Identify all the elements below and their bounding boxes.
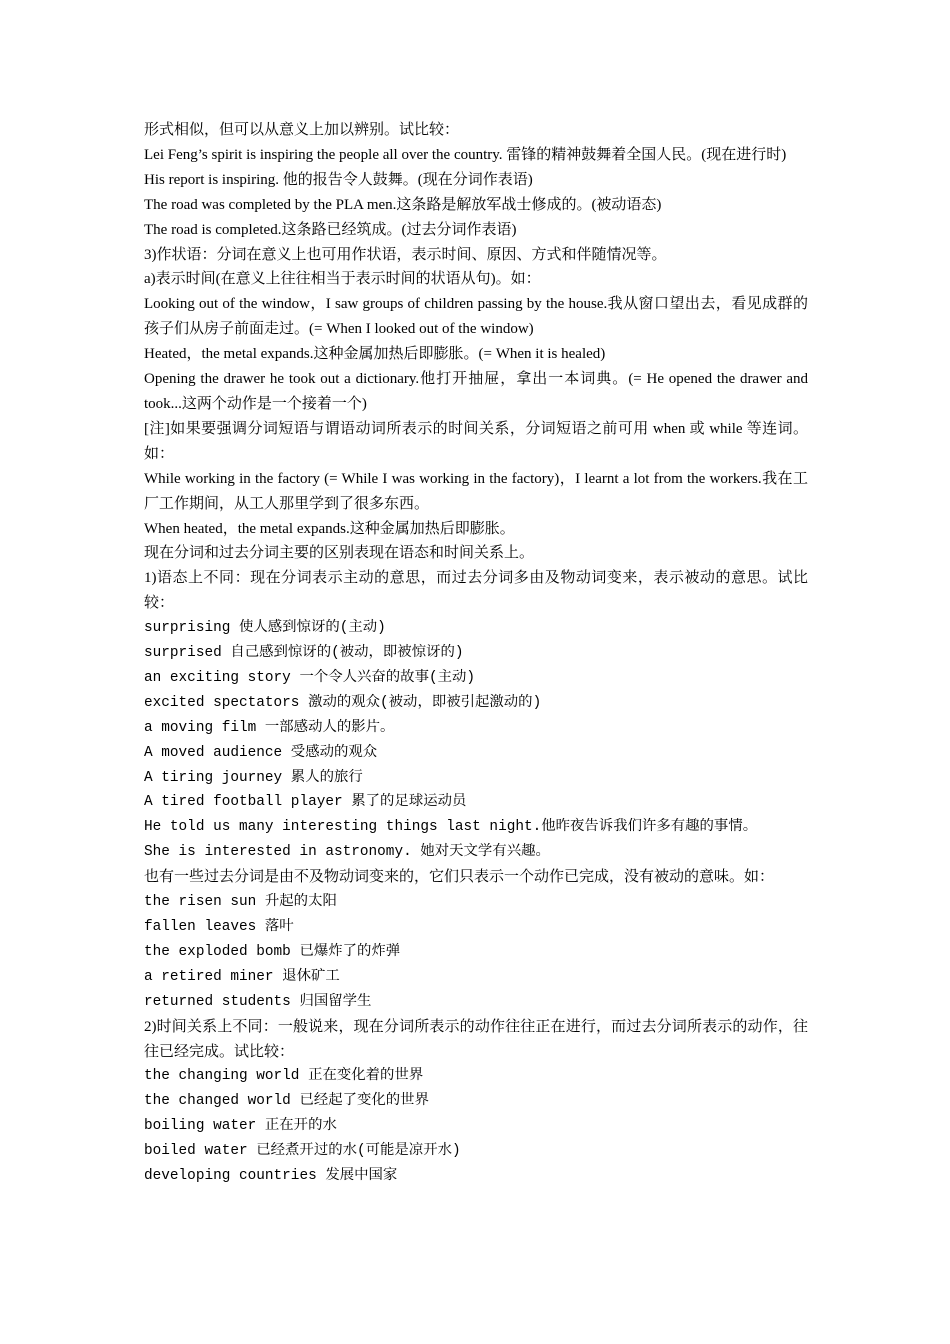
paragraph-line: When heated，the metal expands.这种金属加热后即膨胀。 xyxy=(144,520,515,537)
example-line: surprised 自己感到惊讶的(被动，即被惊讶的) xyxy=(144,645,464,662)
example-line: the risen sun 升起的太阳 xyxy=(144,894,337,911)
paragraph-line: The road was completed by the PLA men.这条路是解放军战士修成的。(被动语态) xyxy=(144,196,662,213)
paragraph-line: 现在分词和过去分词主要的区别表现在语态和时间关系上。 xyxy=(144,545,535,562)
example-line: the changing world 正在变化着的世界 xyxy=(144,1068,424,1085)
paragraph-line: The road is completed.这条路已经筑成。(过去分词作表语) xyxy=(144,221,517,238)
paragraph-line: Looking out of the window，I saw groups of children passing by the house.我从窗口望出去，看见成群的孩子们从房子前面走过。(= When I looked out of the window) xyxy=(144,296,808,338)
example-line: She is interested in astronomy. 她对天文学有兴趣。 xyxy=(144,844,550,861)
paragraph-line: Lei Feng’s spirit is inspiring the people all over the country. 雷锋的精神鼓舞着全国人民。(现在进行时) xyxy=(144,146,787,163)
example-line: fallen leaves 落叶 xyxy=(144,919,294,935)
paragraph-line: [注]如果要强调分词短语与谓语动词所表示的时间关系，分词短语之前可用 when 或 while 等连词。如： xyxy=(144,420,808,462)
example-line: excited spectators 激动的观众(被动，即被引起激动的) xyxy=(144,694,542,711)
paragraph-line: Opening the drawer he took out a dictionary.他打开抽屉，拿出一本词典。(= He opened the drawer and took...这两个动作是一个接着一个) xyxy=(144,371,808,412)
paragraph-line: 2)时间关系上不同：一般说来，现在分词所表示的动作往往正在进行，而过去分词所表示的动作，往往已经完成。试比较： xyxy=(144,1018,808,1060)
paragraph-line: His report is inspiring. 他的报告令人鼓舞。(现在分词作表语) xyxy=(144,171,533,188)
example-line: developing countries 发展中国家 xyxy=(144,1168,398,1185)
example-line: surprising 使人感到惊讶的(主动) xyxy=(144,620,386,637)
paragraph-line: While working in the factory (= While I was working in the factory)，I learnt a lot from the workers.我在工厂工作期间，从工人那里学到了很多东西。 xyxy=(144,470,808,512)
paragraph-line: a)表示时间(在意义上往往相当于表示时间的状语从句)。如： xyxy=(144,271,541,288)
example-line: A tired football player 累了的足球运动员 xyxy=(144,794,467,811)
paragraph-line: 1)语态上不同：现在分词表示主动的意思，而过去分词多由及物动词变来，表示被动的意思。试比较： xyxy=(144,570,808,612)
paragraph-line: 3)作状语：分词在意义上也可用作状语，表示时间、原因、方式和伴随情况等。 xyxy=(144,246,667,263)
example-line: returned students 归国留学生 xyxy=(144,993,372,1010)
example-line: the exploded bomb 已爆炸了的炸弹 xyxy=(144,943,401,960)
paragraph-line: Heated，the metal expands.这种金属加热后即膨胀。(= When it is healed) xyxy=(144,346,606,363)
paragraph-line: 也有一些过去分词是由不及物动词变来的，它们只表示一个动作已完成，没有被动的意味。如： xyxy=(144,869,775,886)
example-line: an exciting story 一个令人兴奋的故事(主动) xyxy=(144,669,476,686)
example-line: boiling water 正在开的水 xyxy=(144,1118,337,1135)
document-body xyxy=(144,118,808,1189)
example-line: a moving film 一部感动人的影片。 xyxy=(144,719,395,736)
example-line: A tiring journey 累人的旅行 xyxy=(144,769,363,786)
example-line: He told us many interesting things last night.他昨夜告诉我们许多有趣的事情。 xyxy=(144,819,758,836)
example-line: boiled water 已经煮开过的水(可能是凉开水) xyxy=(144,1143,461,1160)
example-line: A moved audience 受感动的观众 xyxy=(144,744,378,761)
example-line: the changed world 已经起了变化的世界 xyxy=(144,1093,429,1110)
paragraph-line: 形式相似，但可以从意义上加以辨别。试比较： xyxy=(144,122,460,138)
example-line: a retired miner 退休矿工 xyxy=(144,968,340,985)
